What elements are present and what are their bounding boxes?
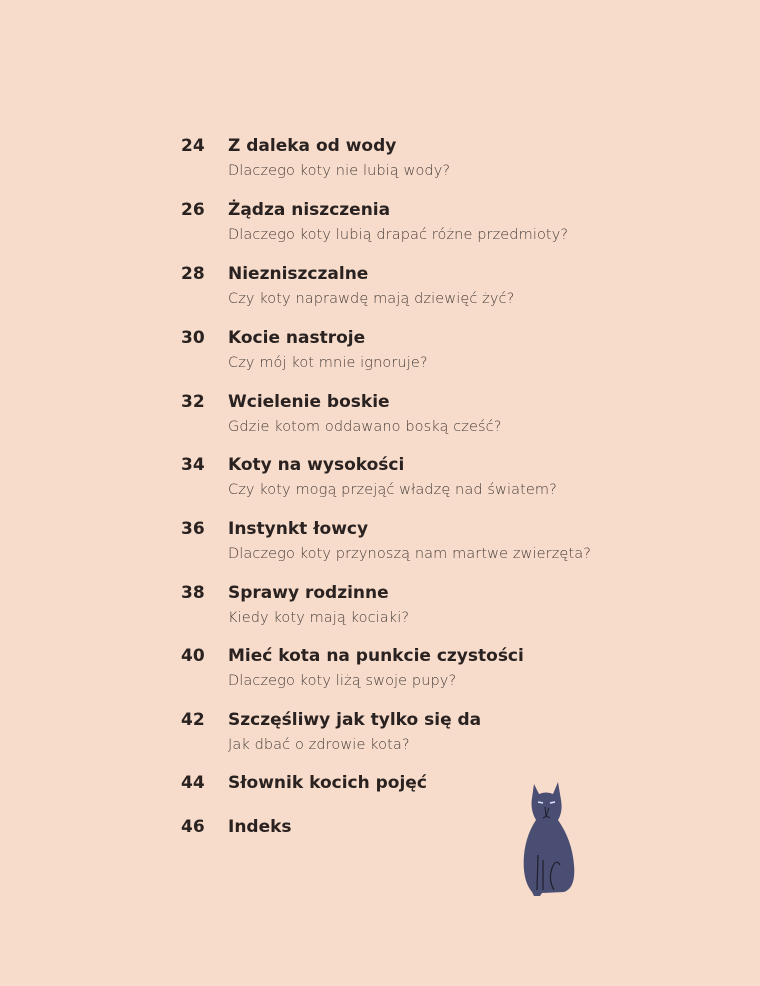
chapter-subtitle: Gdzie kotom oddawano boską cześć?: [228, 419, 502, 435]
page-number: 32: [181, 392, 205, 412]
chapter-subtitle: Dlaczego koty przynoszą nam martwe zwierzęta?: [228, 546, 592, 562]
page-number: 44: [181, 773, 205, 793]
page-number: 36: [181, 519, 205, 539]
chapter-title: Wcielenie boskie: [228, 392, 390, 412]
chapter-title: Żądza niszczenia: [228, 200, 391, 220]
chapter-subtitle: Kiedy koty mają kociaki?: [228, 610, 410, 626]
chapter-title: Mieć kota na punkcie czystości: [228, 646, 524, 666]
page-number: 38: [181, 583, 205, 603]
page-number: 30: [181, 328, 205, 348]
chapter-subtitle: Dlaczego koty nie lubią wody?: [228, 163, 451, 179]
chapter-title: Instynkt łowcy: [228, 519, 369, 539]
chapter-subtitle: Jak dbać o zdrowie kota?: [228, 737, 410, 753]
chapter-subtitle: Dlaczego koty lubią drapać różne przedmioty?: [228, 227, 569, 243]
chapter-subtitle: Czy mój kot mnie ignoruje?: [228, 355, 428, 371]
chapter-title: Sprawy rodzinne: [228, 583, 389, 603]
chapter-title: Szczęśliwy jak tylko się da: [228, 710, 482, 730]
chapter-title: Z daleka od wody: [228, 136, 397, 156]
cat-illustration: [512, 780, 582, 898]
chapter-subtitle: Dlaczego koty liżą swoje pupy?: [228, 673, 457, 689]
page-number: 40: [181, 646, 205, 666]
page-number: 34: [181, 455, 205, 475]
chapter-subtitle: Czy koty naprawdę mają dziewięć żyć?: [228, 291, 515, 307]
page-number: 42: [181, 710, 205, 730]
chapter-title: Słownik kocich pojęć: [228, 773, 427, 793]
chapter-title: Indeks: [228, 817, 292, 837]
chapter-title: Koty na wysokości: [228, 455, 405, 475]
page-number: 28: [181, 264, 205, 284]
chapter-title: Niezniszczalne: [228, 264, 369, 284]
chapter-subtitle: Czy koty mogą przejąć władzę nad światem?: [228, 482, 557, 498]
page-number: 26: [181, 200, 205, 220]
page-number: 24: [181, 136, 205, 156]
page-number: 46: [181, 817, 205, 837]
chapter-title: Kocie nastroje: [228, 328, 366, 348]
